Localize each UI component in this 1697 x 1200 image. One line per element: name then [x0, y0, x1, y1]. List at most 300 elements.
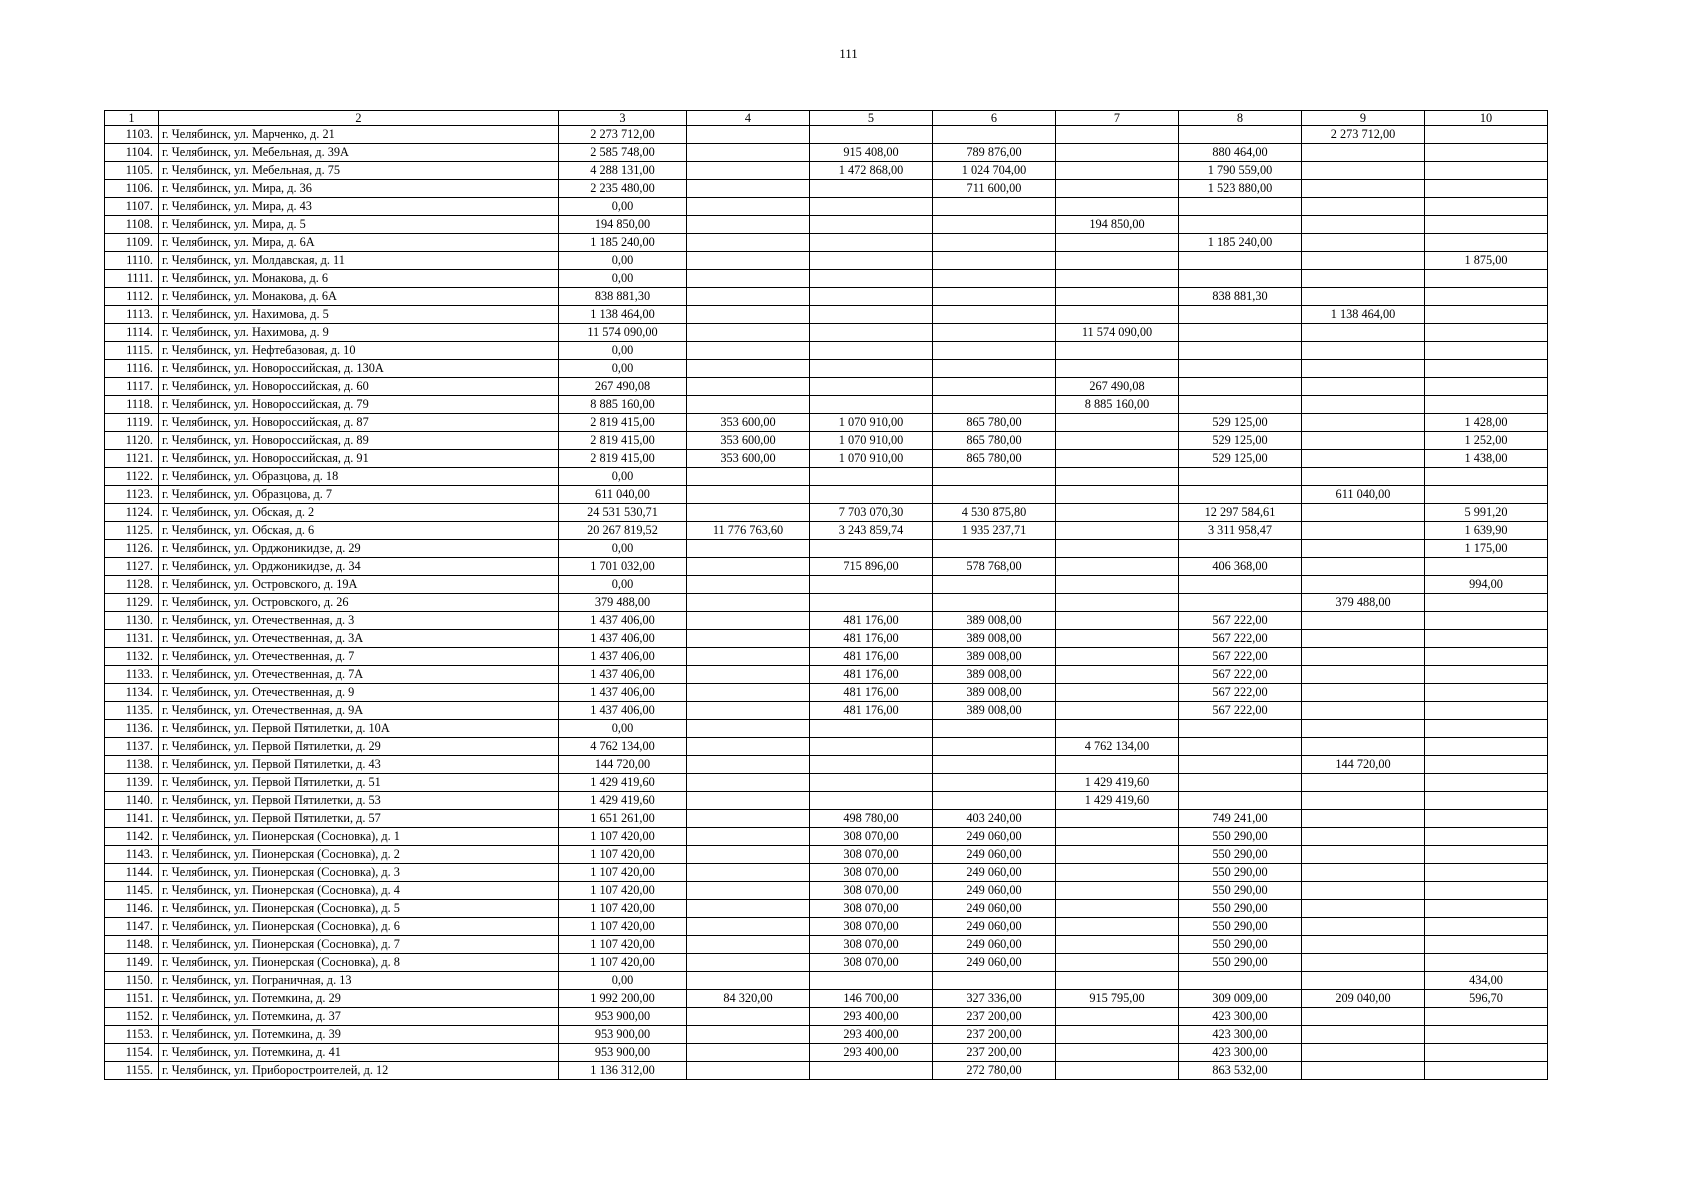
- row-number-cell: 1103.: [105, 126, 159, 144]
- amount-cell: 550 290,00: [1179, 828, 1302, 846]
- amount-cell: 953 900,00: [559, 1044, 687, 1062]
- address-cell: г. Челябинск, ул. Приборостроителей, д. 12: [159, 1062, 559, 1080]
- address-cell: г. Челябинск, ул. Молдавская, д. 11: [159, 252, 559, 270]
- amount-cell: [1179, 972, 1302, 990]
- amount-cell: [1179, 270, 1302, 288]
- amount-cell: [1056, 576, 1179, 594]
- amount-cell: [810, 972, 933, 990]
- address-cell: г. Челябинск, ул. Потемкина, д. 41: [159, 1044, 559, 1062]
- amount-cell: 1 138 464,00: [1302, 306, 1425, 324]
- amount-cell: [1302, 234, 1425, 252]
- amount-cell: [933, 198, 1056, 216]
- amount-cell: [687, 792, 810, 810]
- amount-cell: [1056, 288, 1179, 306]
- row-number-cell: 1120.: [105, 432, 159, 450]
- amount-cell: [1425, 702, 1548, 720]
- amount-cell: [1302, 432, 1425, 450]
- amount-cell: [687, 198, 810, 216]
- amount-cell: 2 585 748,00: [559, 144, 687, 162]
- amount-cell: [1302, 972, 1425, 990]
- amount-cell: [810, 738, 933, 756]
- amount-cell: 389 008,00: [933, 648, 1056, 666]
- amount-cell: [1056, 414, 1179, 432]
- table-body: [105, 126, 1548, 1080]
- amount-cell: 146 700,00: [810, 990, 933, 1008]
- address-cell: г. Челябинск, ул. Первой Пятилетки, д. 57: [159, 810, 559, 828]
- amount-cell: [1425, 936, 1548, 954]
- address-cell: г. Челябинск, ул. Нахимова, д. 5: [159, 306, 559, 324]
- amount-cell: 237 200,00: [933, 1026, 1056, 1044]
- amount-cell: [1425, 720, 1548, 738]
- address-cell: г. Челябинск, ул. Потемкина, д. 37: [159, 1008, 559, 1026]
- row-number-cell: 1127.: [105, 558, 159, 576]
- address-cell: г. Челябинск, ул. Пионерская (Сосновка), д. 5: [159, 900, 559, 918]
- amount-cell: [1179, 342, 1302, 360]
- amount-cell: [933, 342, 1056, 360]
- amount-cell: 237 200,00: [933, 1008, 1056, 1026]
- amount-cell: [1302, 180, 1425, 198]
- amount-cell: [687, 972, 810, 990]
- amount-cell: 1 107 420,00: [559, 918, 687, 936]
- row-number-cell: 1114.: [105, 324, 159, 342]
- address-cell: г. Челябинск, ул. Потемкина, д. 39: [159, 1026, 559, 1044]
- address-cell: г. Челябинск, ул. Монакова, д. 6А: [159, 288, 559, 306]
- row-number-cell: 1138.: [105, 756, 159, 774]
- amount-cell: 1 935 237,71: [933, 522, 1056, 540]
- amount-cell: [1056, 1008, 1179, 1026]
- amount-cell: [1179, 396, 1302, 414]
- amount-cell: [933, 216, 1056, 234]
- amount-cell: [1056, 468, 1179, 486]
- amount-cell: 237 200,00: [933, 1044, 1056, 1062]
- amount-cell: [810, 126, 933, 144]
- row-number-cell: 1136.: [105, 720, 159, 738]
- amount-cell: [1302, 684, 1425, 702]
- amount-cell: [687, 1008, 810, 1026]
- amount-cell: 327 336,00: [933, 990, 1056, 1008]
- row-number-cell: 1111.: [105, 270, 159, 288]
- amount-cell: [687, 864, 810, 882]
- amount-cell: [1056, 252, 1179, 270]
- amount-cell: [1056, 882, 1179, 900]
- amount-cell: [1425, 144, 1548, 162]
- amount-cell: [687, 738, 810, 756]
- amount-cell: 611 040,00: [1302, 486, 1425, 504]
- amount-cell: [1425, 270, 1548, 288]
- address-cell: г. Челябинск, ул. Обская, д. 6: [159, 522, 559, 540]
- address-cell: г. Челябинск, ул. Обская, д. 2: [159, 504, 559, 522]
- amount-cell: [687, 828, 810, 846]
- table-row: [105, 360, 1548, 378]
- amount-cell: [933, 126, 1056, 144]
- table-row: [105, 432, 1548, 450]
- table-row: [105, 594, 1548, 612]
- table-row: [105, 918, 1548, 936]
- amount-cell: 389 008,00: [933, 612, 1056, 630]
- amount-cell: 2 819 415,00: [559, 414, 687, 432]
- amount-cell: [1056, 756, 1179, 774]
- amount-cell: [1425, 486, 1548, 504]
- row-number-cell: 1117.: [105, 378, 159, 396]
- amount-cell: [687, 720, 810, 738]
- amount-cell: [687, 504, 810, 522]
- amount-cell: [687, 810, 810, 828]
- amount-cell: 481 176,00: [810, 684, 933, 702]
- amount-cell: [1179, 126, 1302, 144]
- amount-cell: [1302, 900, 1425, 918]
- amount-cell: 567 222,00: [1179, 612, 1302, 630]
- amount-cell: 880 464,00: [1179, 144, 1302, 162]
- amount-cell: [687, 1026, 810, 1044]
- amount-cell: 2 273 712,00: [559, 126, 687, 144]
- amount-cell: [687, 666, 810, 684]
- amount-cell: [687, 180, 810, 198]
- table-row: [105, 234, 1548, 252]
- amount-cell: 4 530 875,80: [933, 504, 1056, 522]
- table-row: [105, 720, 1548, 738]
- table-row: [105, 792, 1548, 810]
- amount-cell: 915 408,00: [810, 144, 933, 162]
- amount-cell: [687, 612, 810, 630]
- amount-cell: [1302, 144, 1425, 162]
- row-number-cell: 1133.: [105, 666, 159, 684]
- amount-cell: [1302, 450, 1425, 468]
- amount-cell: [687, 360, 810, 378]
- row-number-cell: 1141.: [105, 810, 159, 828]
- amount-cell: [1302, 720, 1425, 738]
- amount-cell: [933, 594, 1056, 612]
- amount-cell: 711 600,00: [933, 180, 1056, 198]
- address-cell: г. Челябинск, ул. Отечественная, д. 7А: [159, 666, 559, 684]
- row-number-cell: 1119.: [105, 414, 159, 432]
- amount-cell: 406 368,00: [1179, 558, 1302, 576]
- amount-cell: [810, 270, 933, 288]
- amount-cell: 1 437 406,00: [559, 684, 687, 702]
- amount-cell: [1302, 954, 1425, 972]
- row-number-cell: 1154.: [105, 1044, 159, 1062]
- table-row: [105, 558, 1548, 576]
- amount-cell: [1179, 324, 1302, 342]
- amount-cell: [1056, 810, 1179, 828]
- amount-cell: [1425, 126, 1548, 144]
- amount-cell: 353 600,00: [687, 414, 810, 432]
- amount-cell: 11 574 090,00: [559, 324, 687, 342]
- column-header: 7: [1056, 111, 1179, 126]
- row-number-cell: 1105.: [105, 162, 159, 180]
- address-cell: г. Челябинск, ул. Отечественная, д. 9: [159, 684, 559, 702]
- address-cell: г. Челябинск, ул. Нефтебазовая, д. 10: [159, 342, 559, 360]
- amount-cell: [1302, 792, 1425, 810]
- amount-cell: 11 776 763,60: [687, 522, 810, 540]
- amount-cell: [933, 252, 1056, 270]
- amount-cell: [1179, 486, 1302, 504]
- table-row: [105, 324, 1548, 342]
- amount-cell: 308 070,00: [810, 882, 933, 900]
- amount-cell: [1425, 468, 1548, 486]
- table-row: [105, 306, 1548, 324]
- amount-cell: 267 490,08: [559, 378, 687, 396]
- amount-cell: [933, 306, 1056, 324]
- amount-cell: 1 107 420,00: [559, 828, 687, 846]
- amount-cell: [1302, 162, 1425, 180]
- row-number-cell: 1140.: [105, 792, 159, 810]
- row-number-cell: 1125.: [105, 522, 159, 540]
- amount-cell: 2 273 712,00: [1302, 126, 1425, 144]
- table-row: [105, 522, 1548, 540]
- amount-cell: [810, 252, 933, 270]
- amount-cell: [687, 576, 810, 594]
- amount-cell: [1302, 666, 1425, 684]
- amount-cell: [933, 234, 1056, 252]
- amount-cell: [687, 558, 810, 576]
- table-row: [105, 882, 1548, 900]
- amount-cell: [1179, 306, 1302, 324]
- amount-cell: [1425, 306, 1548, 324]
- table-row: [105, 270, 1548, 288]
- table-row: [105, 828, 1548, 846]
- amount-cell: 1 992 200,00: [559, 990, 687, 1008]
- address-cell: г. Челябинск, ул. Образцова, д. 7: [159, 486, 559, 504]
- amount-cell: [1056, 126, 1179, 144]
- amount-cell: 249 060,00: [933, 846, 1056, 864]
- amount-cell: [687, 1062, 810, 1080]
- row-number-cell: 1155.: [105, 1062, 159, 1080]
- row-number-cell: 1113.: [105, 306, 159, 324]
- table-row: [105, 756, 1548, 774]
- amount-cell: [1056, 702, 1179, 720]
- amount-cell: [1302, 702, 1425, 720]
- amount-cell: [1302, 612, 1425, 630]
- amount-cell: [810, 198, 933, 216]
- amount-cell: 389 008,00: [933, 630, 1056, 648]
- amount-cell: [1425, 234, 1548, 252]
- amount-cell: [1056, 1062, 1179, 1080]
- table-row: [105, 162, 1548, 180]
- amount-cell: [1056, 630, 1179, 648]
- table-row: [105, 216, 1548, 234]
- amount-cell: 308 070,00: [810, 918, 933, 936]
- address-cell: г. Челябинск, ул. Отечественная, д. 3: [159, 612, 559, 630]
- column-header: 1: [105, 111, 159, 126]
- amount-cell: [1425, 630, 1548, 648]
- table-row: [105, 1008, 1548, 1026]
- row-number-cell: 1142.: [105, 828, 159, 846]
- amount-cell: [687, 882, 810, 900]
- amount-cell: 249 060,00: [933, 864, 1056, 882]
- amount-cell: 308 070,00: [810, 846, 933, 864]
- amount-cell: [1056, 432, 1179, 450]
- column-header: 9: [1302, 111, 1425, 126]
- amount-cell: [687, 234, 810, 252]
- amount-cell: [933, 738, 1056, 756]
- amount-cell: [687, 918, 810, 936]
- amount-cell: [810, 594, 933, 612]
- amount-cell: 249 060,00: [933, 882, 1056, 900]
- address-cell: г. Челябинск, ул. Мира, д. 6А: [159, 234, 559, 252]
- address-cell: г. Челябинск, ул. Мира, д. 5: [159, 216, 559, 234]
- row-number-cell: 1123.: [105, 486, 159, 504]
- amount-cell: [1425, 882, 1548, 900]
- amount-cell: 1 252,00: [1425, 432, 1548, 450]
- amount-cell: 1 070 910,00: [810, 414, 933, 432]
- address-cell: г. Челябинск, ул. Мира, д. 36: [159, 180, 559, 198]
- amount-cell: 249 060,00: [933, 900, 1056, 918]
- amount-cell: [687, 684, 810, 702]
- amount-cell: [1302, 882, 1425, 900]
- amount-cell: 567 222,00: [1179, 630, 1302, 648]
- address-cell: г. Челябинск, ул. Первой Пятилетки, д. 53: [159, 792, 559, 810]
- amount-cell: 865 780,00: [933, 450, 1056, 468]
- amount-cell: [810, 468, 933, 486]
- amount-cell: [1425, 1062, 1548, 1080]
- amount-cell: 194 850,00: [1056, 216, 1179, 234]
- amount-cell: [1302, 576, 1425, 594]
- address-cell: г. Челябинск, ул. Пионерская (Сосновка), д. 4: [159, 882, 559, 900]
- amount-cell: 267 490,08: [1056, 378, 1179, 396]
- amount-cell: 293 400,00: [810, 1044, 933, 1062]
- amount-cell: 8 885 160,00: [559, 396, 687, 414]
- amount-cell: 481 176,00: [810, 630, 933, 648]
- address-cell: г. Челябинск, ул. Образцова, д. 18: [159, 468, 559, 486]
- amount-cell: [810, 396, 933, 414]
- table-row: [105, 990, 1548, 1008]
- amount-cell: [1302, 522, 1425, 540]
- amount-cell: [1425, 1044, 1548, 1062]
- amount-cell: 838 881,30: [1179, 288, 1302, 306]
- amount-cell: [810, 216, 933, 234]
- amount-cell: 915 795,00: [1056, 990, 1179, 1008]
- amount-cell: 5 991,20: [1425, 504, 1548, 522]
- amount-cell: 550 290,00: [1179, 918, 1302, 936]
- amount-cell: [1302, 504, 1425, 522]
- row-number-cell: 1104.: [105, 144, 159, 162]
- amount-cell: [687, 144, 810, 162]
- amount-cell: 863 532,00: [1179, 1062, 1302, 1080]
- amount-cell: [1179, 198, 1302, 216]
- amount-cell: [687, 270, 810, 288]
- amount-cell: [1056, 270, 1179, 288]
- amount-cell: [1425, 828, 1548, 846]
- row-number-cell: 1106.: [105, 180, 159, 198]
- amount-cell: 1 429 419,60: [559, 774, 687, 792]
- row-number-cell: 1137.: [105, 738, 159, 756]
- amount-cell: 715 896,00: [810, 558, 933, 576]
- amount-cell: 994,00: [1425, 576, 1548, 594]
- amount-cell: 309 009,00: [1179, 990, 1302, 1008]
- table-row: [105, 540, 1548, 558]
- amount-cell: [1179, 360, 1302, 378]
- amount-cell: [1425, 198, 1548, 216]
- amount-cell: [687, 540, 810, 558]
- amount-cell: [1302, 342, 1425, 360]
- amount-cell: 1 185 240,00: [1179, 234, 1302, 252]
- row-number-cell: 1118.: [105, 396, 159, 414]
- amount-cell: [1179, 774, 1302, 792]
- amount-cell: [1179, 468, 1302, 486]
- amount-cell: [687, 936, 810, 954]
- table-row: [105, 666, 1548, 684]
- amount-cell: 389 008,00: [933, 666, 1056, 684]
- address-cell: г. Челябинск, ул. Пионерская (Сосновка), д. 8: [159, 954, 559, 972]
- amount-cell: 481 176,00: [810, 648, 933, 666]
- amount-cell: [1425, 648, 1548, 666]
- amount-cell: 1 107 420,00: [559, 864, 687, 882]
- amount-cell: [933, 774, 1056, 792]
- amount-cell: [1179, 792, 1302, 810]
- amount-cell: [1179, 540, 1302, 558]
- amount-cell: [1056, 954, 1179, 972]
- amount-cell: 1 107 420,00: [559, 882, 687, 900]
- amount-cell: [1302, 774, 1425, 792]
- address-cell: г. Челябинск, ул. Отечественная, д. 3А: [159, 630, 559, 648]
- amount-cell: 567 222,00: [1179, 684, 1302, 702]
- amount-cell: 389 008,00: [933, 684, 1056, 702]
- row-number-cell: 1149.: [105, 954, 159, 972]
- amount-cell: 0,00: [559, 198, 687, 216]
- amount-cell: 24 531 530,71: [559, 504, 687, 522]
- row-number-cell: 1145.: [105, 882, 159, 900]
- amount-cell: [687, 216, 810, 234]
- row-number-cell: 1108.: [105, 216, 159, 234]
- amount-cell: 3 311 958,47: [1179, 522, 1302, 540]
- amount-cell: 611 040,00: [559, 486, 687, 504]
- row-number-cell: 1134.: [105, 684, 159, 702]
- amount-cell: 1 429 419,60: [1056, 774, 1179, 792]
- amount-cell: 308 070,00: [810, 864, 933, 882]
- amount-cell: [1056, 720, 1179, 738]
- amount-cell: 144 720,00: [1302, 756, 1425, 774]
- amount-cell: [1302, 198, 1425, 216]
- row-number-cell: 1107.: [105, 198, 159, 216]
- amount-cell: 1 428,00: [1425, 414, 1548, 432]
- amount-cell: [810, 342, 933, 360]
- amount-cell: [1425, 810, 1548, 828]
- amount-cell: 0,00: [559, 468, 687, 486]
- table-row: [105, 378, 1548, 396]
- amount-cell: 838 881,30: [559, 288, 687, 306]
- amount-cell: [1302, 288, 1425, 306]
- row-number-cell: 1112.: [105, 288, 159, 306]
- amount-cell: 1 437 406,00: [559, 612, 687, 630]
- table-row: [105, 612, 1548, 630]
- amount-cell: [687, 756, 810, 774]
- row-number-cell: 1126.: [105, 540, 159, 558]
- amount-cell: [687, 396, 810, 414]
- amount-cell: 1 651 261,00: [559, 810, 687, 828]
- amount-cell: [1425, 900, 1548, 918]
- amount-cell: 529 125,00: [1179, 432, 1302, 450]
- amount-cell: 0,00: [559, 252, 687, 270]
- amount-cell: 2 819 415,00: [559, 432, 687, 450]
- row-number-cell: 1129.: [105, 594, 159, 612]
- amount-cell: [810, 378, 933, 396]
- amount-cell: [687, 324, 810, 342]
- amount-cell: [810, 756, 933, 774]
- row-number-cell: 1122.: [105, 468, 159, 486]
- amount-cell: [1425, 684, 1548, 702]
- amount-cell: [1056, 450, 1179, 468]
- amount-cell: [933, 720, 1056, 738]
- table-row: [105, 144, 1548, 162]
- address-cell: г. Челябинск, ул. Пионерская (Сосновка), д. 2: [159, 846, 559, 864]
- table-row: [105, 684, 1548, 702]
- amount-cell: [687, 702, 810, 720]
- amount-cell: [1425, 918, 1548, 936]
- amount-cell: [1179, 594, 1302, 612]
- amount-cell: [1056, 234, 1179, 252]
- amount-cell: [933, 540, 1056, 558]
- amount-cell: 1 790 559,00: [1179, 162, 1302, 180]
